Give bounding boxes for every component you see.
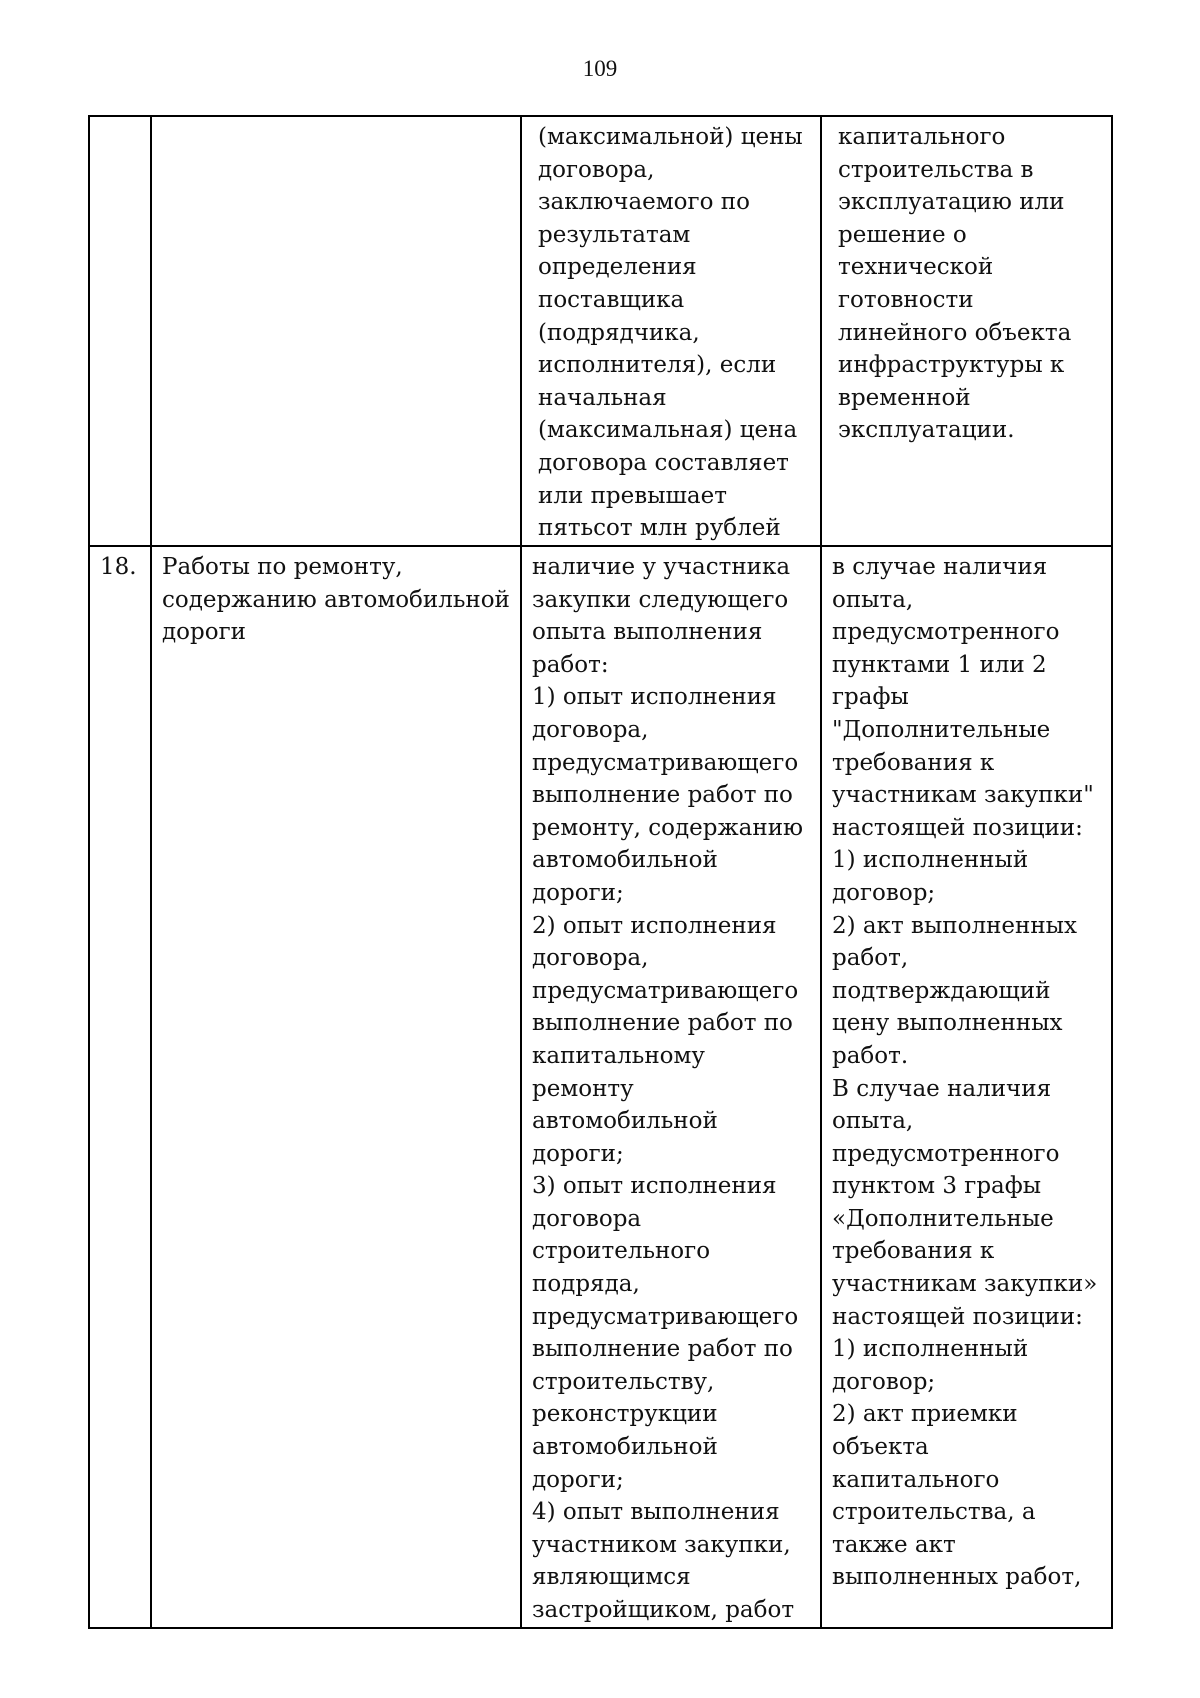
documents-cell: в случае наличия опыта, предусмотренного пунктами 1 или 2 графы "Дополнительные требования к участникам закупки" настоящей позиции: 1) исполненный договор; 2) акт выполненных работ, подтверждающий цену выполненных работ. В случае наличия опыта, предусмотренного пунктом 3 графы «Дополнительные требования к участникам закупки» настоящей позиции: 1) исполненный договор; 2) акт приемки объекта капитального строительства, а также акт выполненных работ, bbox=[821, 546, 1112, 1628]
table-row bbox=[89, 546, 1112, 1628]
page-number: 109 bbox=[582, 56, 618, 81]
requirements-table bbox=[88, 115, 1113, 1629]
documents-cell: капитального строительства в эксплуатацию или решение о технической готовности линейного объекта инфраструктуры к временной эксплуатации. bbox=[821, 116, 1112, 546]
row-number-cell: 18. bbox=[89, 546, 151, 1628]
requirements-cell: наличие у участника закупки следующего опыта выполнения работ: 1) опыт исполнения договора, предусматривающего выполнение работ по ремонту, содержанию автомобильной дороги; 2) опыт исполнения договора, предусматривающего выполнение работ по капитальному ремонту автомобильной дороги; 3) опыт исполнения договора строительного подряда, предусматривающего выполнение работ по строительству, реконструкции автомобильной дороги; 4) опыт выполнения участником закупки, являющимся застройщиком, работ bbox=[521, 546, 821, 1628]
work-type-cell bbox=[151, 116, 521, 546]
row-number-cell bbox=[89, 116, 151, 546]
table-row bbox=[89, 116, 1112, 546]
work-type-cell: Работы по ремонту, содержанию автомобильной дороги bbox=[151, 546, 521, 1628]
requirements-cell: (максимальной) цены договора, заключаемого по результатам определения поставщика (подрядчика, исполнителя), если начальная (максимальная) цена договора составляет или превышает пятьсот млн рублей bbox=[521, 116, 821, 546]
